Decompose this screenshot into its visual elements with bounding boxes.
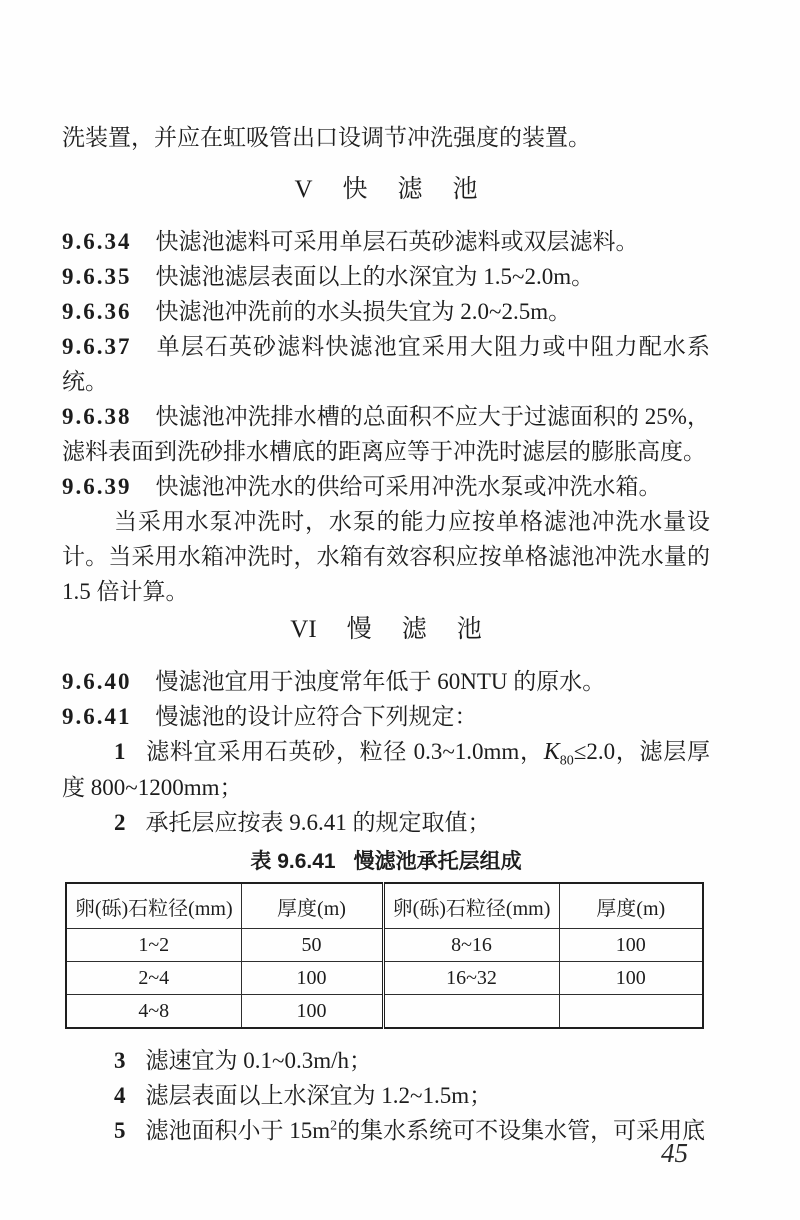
clause-number: 9.6.35: [62, 264, 132, 289]
section-title: 慢滤池: [346, 616, 512, 643]
clause-text: 快滤池滤料可采用单层石英砂滤料或双层滤料。: [155, 229, 639, 254]
item-number: 3: [114, 1048, 126, 1073]
clause-9-6-37: [62, 329, 710, 399]
table-9-6-41: [65, 882, 704, 1029]
table-cell: 8~16: [383, 929, 559, 962]
table-cell: 100: [241, 962, 383, 995]
table-cell: 1~2: [66, 929, 241, 962]
paragraph-text: 当采用水泵冲洗时，水泵的能力应按单格滤池冲洗水量设计。当采用水箱冲洗时，水箱有效容积应按单格滤池冲洗水量的 1.5 倍计算。: [62, 509, 710, 604]
section-numeral: V: [294, 176, 313, 203]
clause-text: 快滤池冲洗排水槽的总面积不应大于过滤面积的 25%，滤料表面到洗砂排水槽底的距离应等于冲洗时滤层的膨胀高度。: [62, 404, 710, 464]
paragraph-wash-note: [62, 504, 710, 609]
table-header: [66, 883, 703, 929]
item-text: 滤料宜采用石英砂，粒径 0.3~1.0mm，: [145, 739, 544, 764]
clause-text: 慢滤池的设计应符合下列规定：: [155, 704, 478, 729]
list-item-1: [62, 734, 710, 805]
text-column: [62, 120, 710, 1148]
clause-9-6-36: [62, 294, 710, 329]
section-heading-vi: [62, 612, 710, 647]
clause-number: 9.6.38: [62, 404, 132, 429]
item-number: 2: [114, 810, 126, 835]
clause-number: 9.6.41: [62, 704, 132, 729]
table-cell: [559, 995, 703, 1029]
table-header-row: [66, 883, 703, 929]
item-text: 滤层表面以上水深宜为 1.2~1.5m；: [145, 1083, 493, 1108]
table-cell: 2~4: [66, 962, 241, 995]
column-header: 卵(砾)石粒径(mm): [66, 883, 241, 929]
item-number: 5: [114, 1118, 126, 1143]
section-title: 快滤池: [342, 176, 508, 203]
clause-number: 9.6.37: [62, 334, 132, 359]
table-caption-title: 慢滤池承托层组成: [353, 850, 522, 873]
item-text: 滤速宜为 0.1~0.3m/h；: [145, 1048, 372, 1073]
table-cell: 4~8: [66, 995, 241, 1029]
clause-number: 9.6.36: [62, 299, 132, 324]
clause-9-6-38: [62, 399, 710, 469]
clause-9-6-34: [62, 224, 710, 259]
table-row: [66, 929, 703, 962]
clause-9-6-40: [62, 664, 710, 699]
item-number: 1: [114, 739, 126, 764]
column-header: 卵(砾)石粒径(mm): [383, 883, 559, 929]
table-cell: 50: [241, 929, 383, 962]
paragraph-text: 洗装置，并应在虹吸管出口设调节冲洗强度的装置。: [62, 125, 591, 150]
clause-number: 9.6.34: [62, 229, 132, 254]
table-cell: 16~32: [383, 962, 559, 995]
column-header: 厚度(m): [559, 883, 703, 929]
table-body: [66, 929, 703, 1029]
clause-text: 单层石英砂滤料快滤池宜采用大阻力或中阻力配水系统。: [62, 334, 710, 394]
section-numeral: VI: [290, 616, 317, 643]
item-text: ≤2.0，滤层厚度 800~1200mm；: [62, 739, 710, 800]
clause-text: 快滤池冲洗前的水头损失宜为 2.0~2.5m。: [155, 299, 572, 324]
k-subscript: 80: [559, 753, 574, 769]
item-text: 的集水系统可不设集水管，可采用底: [337, 1118, 706, 1143]
clause-text: 快滤池滤层表面以上的水深宜为 1.5~2.0m。: [155, 264, 595, 289]
clause-text: 慢滤池宜用于浊度常年低于 60NTU 的原水。: [155, 669, 606, 694]
item-number: 4: [114, 1083, 126, 1108]
table-cell: [383, 995, 559, 1029]
item-text: 滤池面积小于 15m: [145, 1118, 331, 1143]
table-row: [66, 995, 703, 1029]
clause-9-6-39: [62, 469, 710, 504]
page-number: 45: [661, 1138, 688, 1168]
k80-variable: [543, 739, 574, 769]
superscript-2: 2: [330, 1118, 338, 1134]
table-cell: 100: [241, 995, 383, 1029]
list-item-2: [62, 805, 710, 840]
item-text: 承托层应按表 9.6.41 的规定取值；: [145, 810, 491, 835]
clause-9-6-35: [62, 259, 710, 294]
table-cell: 100: [559, 962, 703, 995]
list-item-3: [62, 1043, 710, 1078]
table-cell: 100: [559, 929, 703, 962]
paragraph-continuation: [62, 120, 710, 155]
section-heading-v: [62, 172, 710, 207]
clause-number: 9.6.40: [62, 669, 132, 694]
table-row: [66, 962, 703, 995]
clause-text: 快滤池冲洗水的供给可采用冲洗水泵或冲洗水箱。: [155, 474, 662, 499]
clause-number: 9.6.39: [62, 474, 132, 499]
k-symbol: K: [543, 739, 560, 765]
list-item-4: [62, 1078, 710, 1113]
table-caption: [62, 848, 710, 876]
clause-9-6-41: [62, 699, 710, 734]
column-header: 厚度(m): [241, 883, 383, 929]
list-item-5: [62, 1113, 710, 1148]
table-caption-label: 表 9.6.41: [250, 850, 336, 873]
